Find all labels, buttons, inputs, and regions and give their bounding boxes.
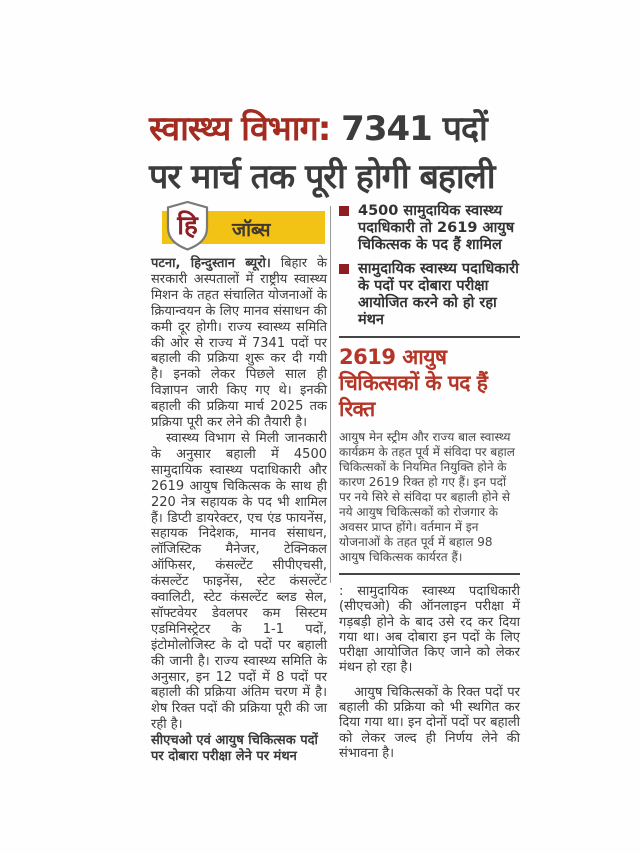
dateline: पटना, हिन्दुस्तान ब्यूरो। — [151, 256, 271, 271]
shield-monogram: हि — [177, 211, 198, 241]
vacancy-fact-box — [339, 336, 520, 575]
highlights-list — [339, 203, 520, 329]
headline-line-2: पर मार्च तक पूरी होगी बहाली — [149, 156, 495, 197]
headline-kicker: स्वास्थ्य विभाग: — [149, 108, 331, 149]
fact-box-heading: 2619 आयुष चिकित्सकों के पद हैं रिक्त — [339, 345, 488, 421]
jobs-banner-label: जॉब्स — [232, 219, 271, 241]
square-bullet-icon — [339, 264, 349, 274]
brand-badge — [152, 201, 328, 251]
lead-paragraph-text: बिहार के सरकारी अस्पतालों में राष्ट्रीय स्वास्थ्य मिशन के तहत संचालित योजनाओं के क्रियान्वयन के लिए मानव संसाधन की कमी दूर होगी। राज्य स्वास्थ्य समिति की ओर से राज्य में 7341 पदों पर बहाली की प्रक्रिया शुरू कर दी गयी है। इनको लेकर पिछले साल ही विज्ञापन जारी किए गए थे। इनकी बहाली की प्रक्रिया मार्च 2025 तक प्रक्रिया पूरी कर लेने की तैयारी है। — [151, 256, 327, 431]
highlight-text: 4500 सामुदायिक स्वास्थ्य पदाधिकारी तो 2619 आयुष चिकित्सक के पद हैं शामिल — [358, 203, 515, 253]
continuation-paragraph: आयुष चिकित्सकों के रिक्त पदों पर बहाली की प्रक्रिया को भी स्थगित कर दिया गया था। इन दोनों पदों पर बहाली को लेकर जल्द ही निर्णय लेने की संभावना है। — [339, 684, 520, 761]
lead-paragraph — [151, 256, 327, 431]
continuation-paragraph: : सामुदायिक स्वास्थ्य पदाधिकारी (सीएचओ) की ऑनलाइन परीक्षा में गड़बड़ी होने के बाद उसे रद कर दिया गया था। अब दोबारा इन पदों के लिए परीक्षा आयोजित किए जाने को लेकर मंथन हो रहा है। — [339, 584, 520, 676]
right-column — [339, 203, 520, 761]
highlight-item — [339, 261, 520, 329]
column-divider-rule — [330, 206, 331, 583]
hindustan-shield-icon — [165, 201, 210, 251]
detail-paragraph: स्वास्थ्य विभाग से मिली जानकारी के अनुसार बहाली में 4500 सामुदायिक स्वास्थ्य पदाधिकारी और 2619 आयुष चिकित्सक के साथ ही 220 नेत्र सहायक के पद भी शामिल हैं। डिप्टी डायरेक्टर, एच एंड फायनेंस, सहायक निदेशक, मानव संसाधन, लॉजिस्टिक मैनेजर, टेक्निकल ऑफिसर, कंसल्टेंट सीपीएचसी, कंसल्टेंट फाइनेंस, स्टेट कंसल्टेंट क्वालिटी, स्टेट कंसल्टेंट ब्लड सेल, सॉफ्टवेयर डेवलपर कम सिस्टम एडमिनिस्ट्रेटर के 1-1 पदों, इंटोमोलोजिस्ट के दो पदों पर बहाली की जानी है। राज्य स्वास्थ्य समिति के अनुसार, इन 12 पदों में 8 पदों पर बहाली की प्रक्रिया अंतिम चरण में है। शेष रिक्त पदों की प्रक्रिया पूरी की जा रही है। — [151, 430, 327, 733]
highlight-text: सामुदायिक स्वास्थ्य पदाधिकारी के पदों पर दोबारा परीक्षा आयोजित करने को हो रहा मंथन — [358, 261, 519, 328]
reexam-subhead: सीएचओ एवं आयुष चिकित्सक पदों पर दोबारा परीक्षा लेने पर मंथन — [151, 733, 318, 765]
left-column — [151, 256, 327, 765]
highlight-item — [339, 203, 520, 254]
square-bullet-icon — [339, 206, 349, 216]
headline-line-1-rest: 7341 पदों — [330, 108, 487, 149]
fact-box-body: आयुष मेन स्ट्रीम और राज्य बाल स्वास्थ्य कार्यक्रम के तहत पूर्व में संविदा पर बहाल चिकित्सकों के नियमित नियुक्ति होने के कारण 2619 रिक्त हो गए हैं। इन पदों पर नये सिरे से संविदा पर बहाली होने से नये आयुष चिकित्सकों को रोजगार के अवसर प्राप्त होंगे। वर्तमान में इन योजनाओं के तहत पूर्व में बहाल 98 आयुष चिकित्सक कार्यरत हैं। — [339, 430, 515, 564]
article-headline — [149, 105, 535, 201]
headline-line-1 — [149, 105, 535, 153]
